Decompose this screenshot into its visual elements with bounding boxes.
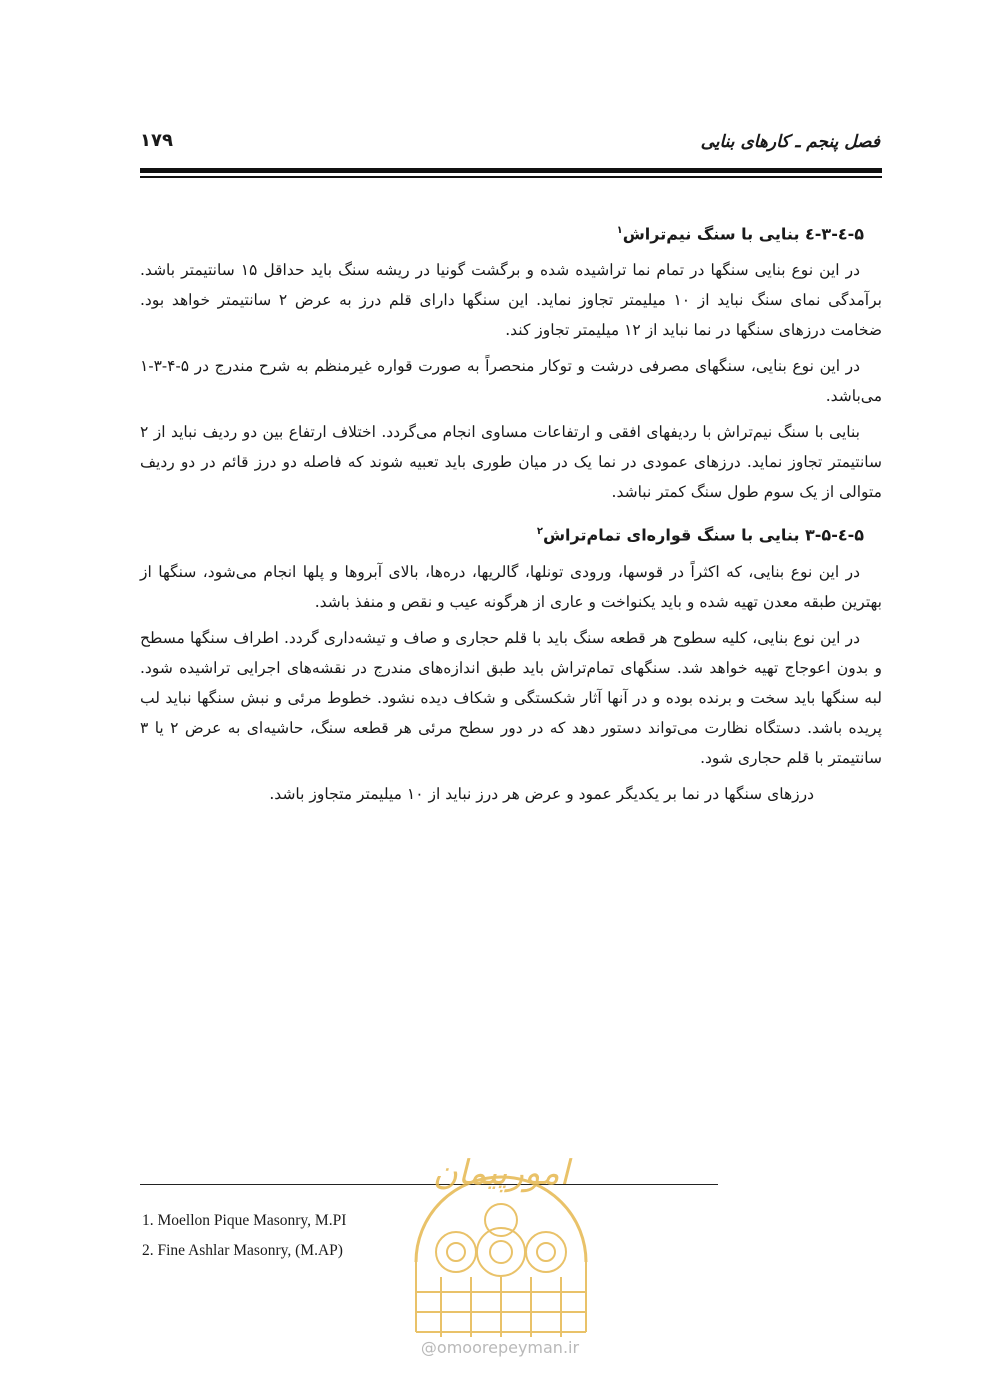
- footnote-ref: ۲: [536, 526, 543, 538]
- header-rule-thin: [140, 176, 882, 178]
- page-number: ۱۷۹: [140, 130, 173, 151]
- section-heading-text: ۵-٤-۳-٤ بنایی با سنگ نیم‌تراش: [622, 224, 864, 244]
- chapter-title: فصل پنجم ـ کارهای بنایی: [700, 132, 880, 152]
- paragraph: درزهای سنگها در نما بر یکدیگر عمود و عرض هر درز نباید از ۱۰ میلیمتر متجاوز باشد.: [269, 784, 814, 803]
- header-rule-thick: [140, 168, 882, 173]
- watermark-logo-text: امورپیمان: [432, 1153, 570, 1193]
- paragraph: در این نوع بنایی سنگها در تمام نما تراشیده شده و برگشت گونیا در ریشه سنگ باید حداقل ۱۵ سانتیمتر باشد. برآمدگی نمای سنگ نباید از ۱۰ میلیمتر تجاوز نماید. این سنگها دارای قلم درز به عرض ۲ سانتیمتر خواهد بود. ضخامت درزهای سنگها در نما نباید از ۱۲ میلیمتر تجاوز کند.: [140, 261, 882, 340]
- section-heading: [140, 517, 882, 550]
- paragraph: در این نوع بنایی، کلیه سطوح هر قطعه سنگ باید با قلم حجاری و صاف و تیشه‌داری گردد. اطراف سنگها مسطح و بدون اعوجاج تهیه خواهد شد. سنگهای تمام‌تراش باید طبق اندازه‌های مندرج در نقشه‌های اجرایی تراشیده شود. لبه سنگها باید سخت و برنده بوده و در آنها آثار شکستگی و شکاف دیده نشود. خطوط مرئی و نبش سنگها نباید لب پریده باشد. دستگاه نظارت می‌تواند دستور دهد که در دور سطح مرئی هر قطعه سنگ، حاشیه‌ای به عرض ۲ یا ۳ سانتیمتر با قلم حجاری شود.: [140, 628, 882, 767]
- section-heading-text: ۵-٤-۳-۵ بنایی با سنگ قواره‌ای تمام‌تراش: [542, 525, 864, 545]
- body-text: [140, 206, 882, 815]
- footnote-item: 2. Fine Ashlar Masonry, (M.AP): [142, 1242, 343, 1259]
- paragraph: در این نوع بنایی، که اکثراً در قوسها، ورودی تونلها، گالریها، دره‌ها، بالای آبروها و پلها انجام می‌شود، سنگها از بهترین طبقه معدن تهیه شده و باید یکنواخت و عاری از هرگونه عیب و نقص و منفذ باشد.: [140, 562, 882, 611]
- section-heading: [140, 216, 882, 249]
- watermark-url: @omoorepeyman.ir: [420, 1338, 580, 1357]
- page-header: [140, 128, 880, 164]
- footnote-ref: ۱: [616, 225, 623, 236]
- paragraph: بنایی با سنگ نیم‌تراش با ردیفهای افقی و ارتفاعات مساوی انجام می‌گردد. اختلاف ارتفاع بین دو ردیف نباید از ۲ سانتیمتر تجاوز نماید. درزهای عمودی در نما یک در میان طوری باید تعبیه شوند که فاصله دو درز قائم در دو ردیف متوالی از یک سوم طول سنگ کمتر نباشد.: [140, 423, 882, 502]
- paragraph: در این نوع بنایی، سنگهای مصرفی درشت و توکار منحصراً به صورت قواره غیرمنظم به شرح مندرج در ۵-۴-۳-۱ می‌باشد.: [140, 357, 882, 406]
- footnote-item: 1. Moellon Pique Masonry, M.PI: [142, 1212, 347, 1229]
- footnotes: [142, 1206, 722, 1266]
